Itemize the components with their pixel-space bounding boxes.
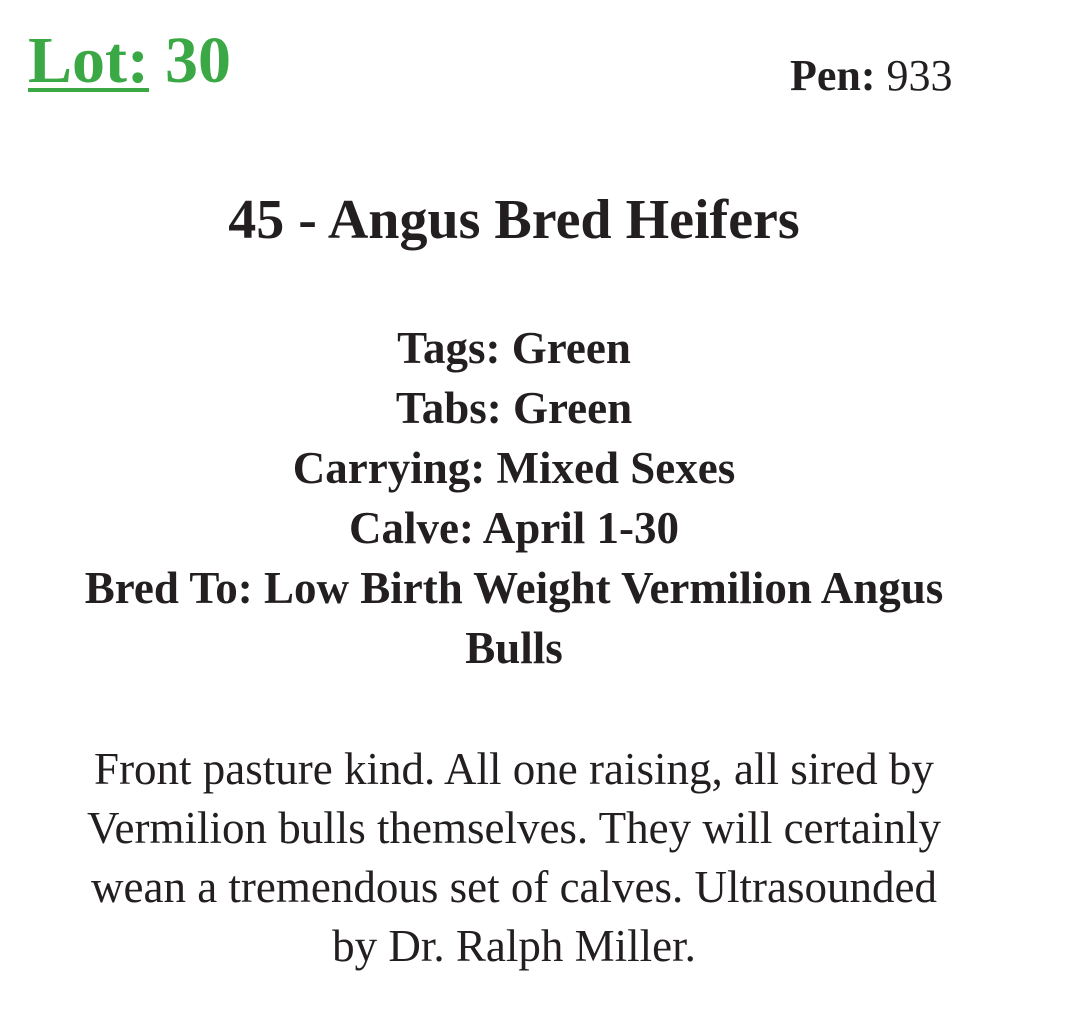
pen-number: 933 [886,51,953,100]
description-line: Vermilion bulls themselves. They will certainly [86,803,941,853]
description-line: by Dr. Ralph Miller. [332,921,696,971]
description-line: Front pasture kind. All one raising, all sired by [94,744,934,794]
lot-details [0,318,1028,678]
lot-heading [28,24,231,97]
pen-label: Pen: [790,51,876,100]
lot-number: 30 [164,24,231,97]
lot-description [0,740,1028,976]
pen-info [790,51,953,100]
detail-tags: Tags: Green [397,323,631,373]
detail-carrying: Carrying: Mixed Sexes [292,443,736,493]
detail-bred-to-continued: Bulls [465,623,563,673]
description-line: wean a tremendous set of calves. Ultrasounded [91,862,937,912]
lot-title: 45 - Angus Bred Heifers [228,189,800,251]
detail-calve: Calve: April 1-30 [349,503,679,553]
detail-tabs: Tabs: Green [395,383,633,433]
lot-label: Lot: [28,24,149,97]
detail-bred-to: Bred To: Low Birth Weight Vermilion Angus [84,563,944,613]
